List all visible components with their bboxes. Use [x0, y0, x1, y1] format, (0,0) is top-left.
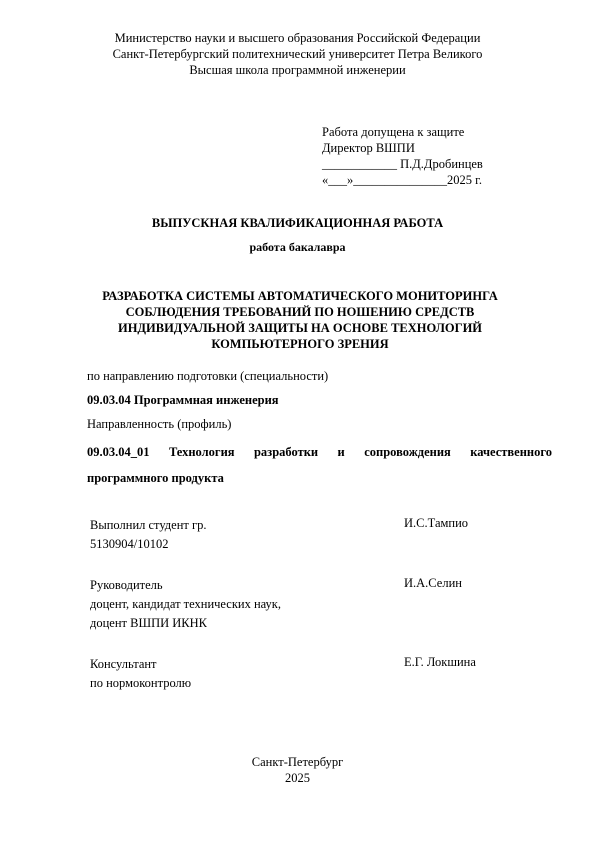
- year-line: 2025: [285, 771, 310, 785]
- student-line-1: Выполнил студент гр.: [90, 518, 207, 532]
- direction-value: 09.03.04 Программная инженерия: [87, 393, 279, 407]
- university-line: Санкт-Петербургский политехнический университет Петра Великого: [112, 47, 483, 61]
- degree-label: работа бакалавра: [249, 240, 346, 254]
- footer-block: [0, 754, 595, 786]
- consultant-line-1: Консультант: [90, 657, 157, 671]
- student-block: [90, 516, 207, 554]
- city-line: Санкт-Петербург: [251, 755, 344, 769]
- document-kind: ВЫПУСКНАЯ КВАЛИФИКАЦИОННАЯ РАБОТА: [151, 216, 444, 230]
- student-group: 5130904/10102: [90, 537, 169, 551]
- thesis-topic: РАЗРАБОТКА СИСТЕМЫ АВТОМАТИЧЕСКОГО МОНИТОРИНГА СОБЛЮДЕНИЯ ТРЕБОВАНИЙ ПО НОШЕНИЮ СРЕДСТВ ИНДИВИДУАЛЬНОЙ ЗАЩИТЫ НА ОСНОВЕ ТЕХНОЛОГИЙ КОМПЬЮТЕРНОГО ЗРЕНИЯ: [102, 289, 498, 351]
- ministry-line: Министерство науки и высшего образования Российской Федерации: [114, 31, 481, 45]
- supervisor-line-1: Руководитель: [90, 578, 163, 592]
- approval-block: [322, 124, 483, 188]
- approval-line-4: «___»_______________2025 г.: [322, 173, 482, 187]
- consultant-block: [90, 655, 191, 693]
- profile-value: 09.03.04_01 Технология разработки и сопровождения качественного программного продукта: [87, 445, 552, 485]
- approval-line-2: Директор ВШПИ: [322, 141, 415, 155]
- profile-label: Направленность (профиль): [87, 417, 232, 431]
- supervisor-line-2: доцент, кандидат технических наук,: [90, 597, 282, 611]
- consultant-name: Е.Г. Локшина: [404, 655, 476, 669]
- header-block: [0, 30, 595, 78]
- approval-line-3: ____________ П.Д.Дробинцев: [322, 157, 483, 171]
- student-name: И.С.Тампио: [404, 516, 469, 530]
- approval-line-1: Работа допущена к защите: [322, 125, 465, 139]
- supervisor-line-3: доцент ВШПИ ИКНК: [90, 616, 207, 630]
- school-line: Высшая школа программной инженерии: [189, 63, 406, 77]
- direction-label: по направлению подготовки (специальности): [87, 369, 329, 383]
- supervisor-block: [90, 576, 281, 633]
- consultant-line-2: по нормоконтролю: [90, 676, 192, 690]
- supervisor-name: И.А.Селин: [404, 576, 462, 590]
